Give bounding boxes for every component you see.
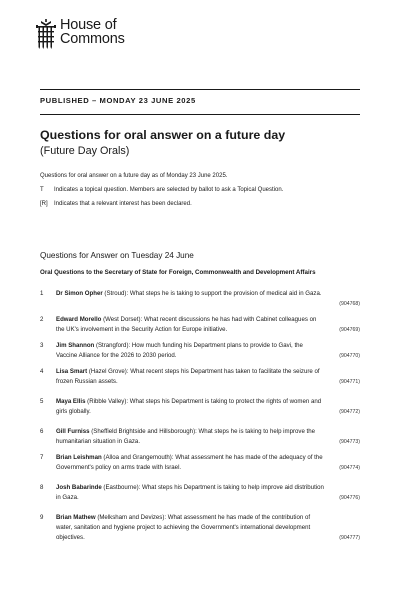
- member-name: Brian Mathew: [56, 514, 96, 521]
- logo-line-2: Commons: [60, 30, 125, 47]
- portcullis-icon: [36, 19, 56, 49]
- section-heading: Questions for Answer on Tuesday 24 June: [40, 251, 194, 260]
- question-number: 9: [40, 514, 44, 521]
- member-name: Jim Shannon: [56, 342, 95, 349]
- question-number: 4: [40, 368, 44, 375]
- question-number: 3: [40, 342, 44, 349]
- intro-text: Questions for oral answer on a future day as of Monday 23 June 2025.: [40, 173, 228, 179]
- constituency: (Eastbourne):: [101, 484, 143, 491]
- question-reference: (904773): [339, 439, 360, 445]
- member-name: Brian Leishman: [56, 454, 102, 461]
- question-body: What steps his Department is taking to help improve aid distribution in Gaza.: [56, 484, 324, 501]
- question-reference: (904772): [339, 409, 360, 415]
- question-body: What steps he is taking to support the provision of medical aid in Gaza.: [129, 290, 322, 297]
- constituency: (Sheffield Brightside and Hillsborough):: [89, 428, 199, 435]
- question-reference: (904774): [339, 465, 360, 471]
- published-date: PUBLISHED – MONDAY 23 JUNE 2025: [40, 96, 196, 105]
- question-number: 2: [40, 316, 44, 323]
- question-reference: (904768): [339, 301, 360, 307]
- key-text: Indicates that a relevant interest has been declared.: [54, 201, 192, 207]
- key-relevant-interest: [40, 201, 192, 207]
- member-name: Edward Morello: [56, 316, 102, 323]
- question-text: [56, 289, 324, 299]
- question-body: What recent discussions he has had with Cabinet colleagues on the UK's involvement in the Security Action for Europe initiative.: [56, 316, 317, 333]
- question-text: [56, 513, 324, 543]
- member-name: Josh Babarinde: [56, 484, 102, 491]
- member-name: Lisa Smart: [56, 368, 88, 375]
- question-number: 1: [40, 290, 44, 297]
- constituency: (Ribble Valley):: [85, 398, 130, 405]
- constituency: (West Dorset):: [101, 316, 144, 323]
- question-reference: (904777): [339, 535, 360, 541]
- question-text: [56, 427, 324, 447]
- house-of-commons-logo: [36, 19, 125, 49]
- question-text: [56, 341, 324, 361]
- key-symbol: T: [40, 187, 44, 193]
- question-number: 7: [40, 454, 44, 461]
- question-reference: (904770): [339, 353, 360, 359]
- page-title: Questions for oral answer on a future day: [40, 128, 286, 142]
- member-name: Dr Simon Opher: [56, 290, 103, 297]
- key-symbol: [R]: [40, 201, 48, 207]
- logo-wordmark: [60, 19, 125, 46]
- question-reference: (904776): [339, 495, 360, 501]
- question-number: 8: [40, 484, 44, 491]
- question-text: [56, 397, 324, 417]
- question-text: [56, 483, 324, 503]
- question-number: 6: [40, 428, 44, 435]
- question-number: 5: [40, 398, 44, 405]
- question-body: What assessment he has made of the adequacy of the Government's policy on arms trade with Israel.: [56, 454, 323, 471]
- member-name: Gill Furniss: [56, 428, 90, 435]
- key-text: Indicates a topical question. Members are selected by ballot to ask a Topical Question.: [54, 187, 284, 193]
- logo-line-1: House of: [60, 17, 117, 33]
- member-name: Maya Ellis: [56, 398, 86, 405]
- constituency: (Alloa and Grangemouth):: [101, 454, 176, 461]
- question-text: [56, 367, 324, 387]
- page-subtitle: (Future Day Orals): [40, 145, 130, 157]
- constituency: (Stroud):: [102, 290, 130, 297]
- question-text: [56, 453, 324, 473]
- constituency: (Hazel Grove):: [87, 368, 131, 375]
- question-body: How much funding his Department plans to provide to Gavi, the Vaccine Alliance for the 2026 to 2030 period.: [56, 342, 303, 359]
- question-body: What recent steps his Department has taken to facilitate the seizure of frozen Russian assets.: [56, 368, 320, 385]
- published-top-rule: [40, 89, 360, 90]
- oral-questions-heading: Oral Questions to the Secretary of State for Foreign, Commonwealth and Development Affairs: [40, 269, 316, 276]
- question-text: [56, 315, 324, 335]
- published-bottom-rule: [40, 114, 360, 115]
- constituency: (Strangford):: [94, 342, 132, 349]
- key-topical: [40, 187, 283, 193]
- constituency: (Melksham and Devizes):: [95, 514, 168, 521]
- question-reference: (904771): [339, 379, 360, 385]
- question-reference: (904769): [339, 327, 360, 333]
- question-body: What steps his Department is taking to protect the rights of women and girls globally.: [56, 398, 322, 415]
- question-body: What steps he is taking to help improve the humanitarian situation in Gaza.: [56, 428, 316, 445]
- question-body: What assessment he has made of the contribution of water, sanitation and hygiene project to achieving the Government's international development objectives.: [56, 514, 311, 541]
